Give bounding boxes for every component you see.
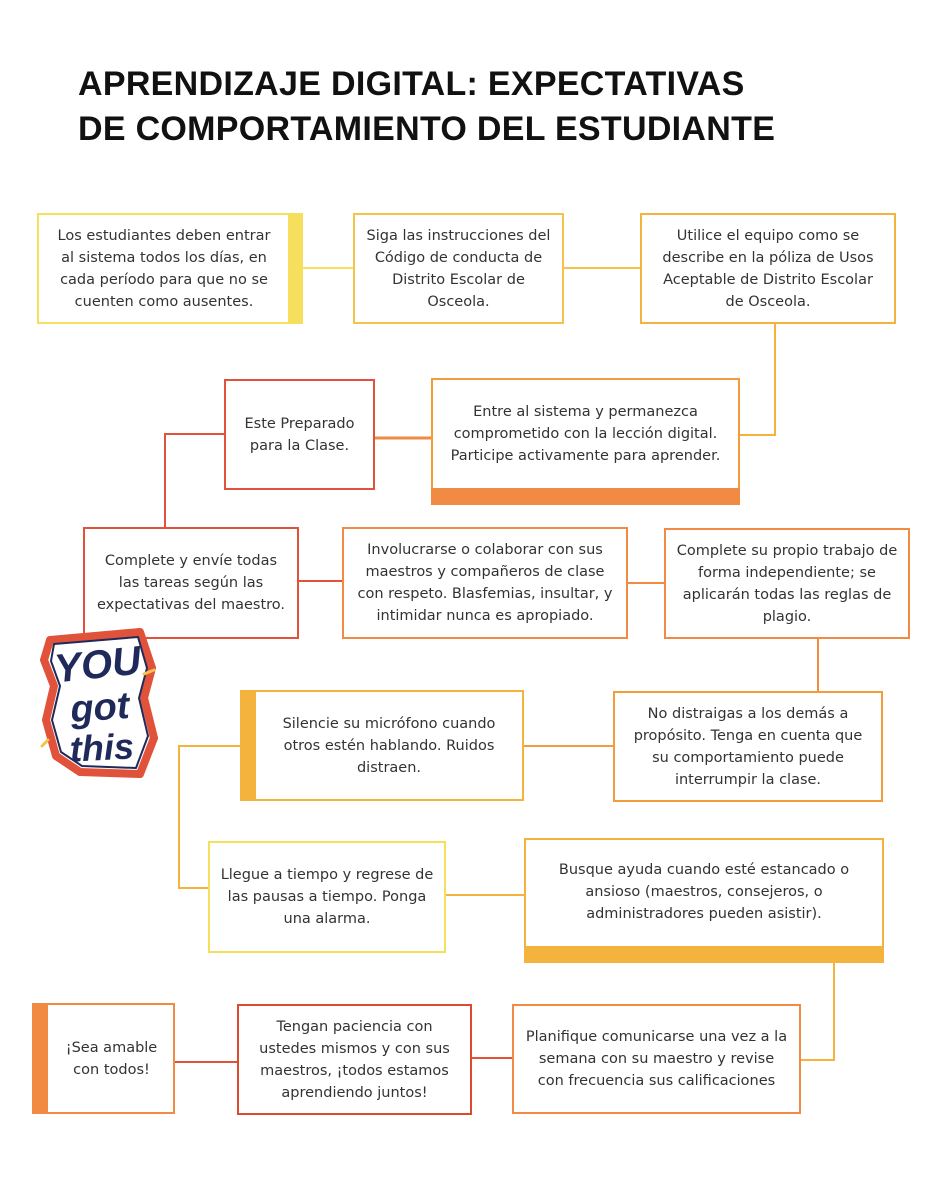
title-line-1: APRENDIZAJE DIGITAL: EXPECTATIVAS (78, 65, 745, 103)
sticker-spark-2 (42, 740, 48, 746)
box-be-prepared: Este Preparado para la Clase. (224, 379, 375, 490)
connector-3-4 (739, 323, 775, 435)
box-daily-login: Los estudiantes deben entrar al sistema todos los días, en cada período para que no se cuenten como ausentes. (37, 213, 303, 324)
box-mute-microphone-accent-bar (240, 690, 256, 801)
box-independent-work: Complete su propio trabajo de forma independiente; se aplicarán todas las reglas de plagio. (664, 528, 910, 639)
connector-5-6 (165, 434, 225, 528)
box-collaborate-respectfully: Involucrarse o colaborar con sus maestros y compañeros de clase con respeto. Blasfemias, insultar, y intimidar nunca es apropiado. (342, 527, 628, 639)
box-be-kind: ¡Sea amable con todos! (32, 1003, 175, 1114)
sticker-word-got: got (68, 684, 131, 732)
sticker-word-this: this (68, 725, 135, 770)
box-stay-engaged: Entre al sistema y permanezca comprometido con la lección digital. Participe activamente para aprender. (431, 378, 740, 505)
box-daily-login-accent-bar (288, 213, 303, 324)
box-complete-assignments: Complete y envíe todas las tareas según las expectativas del maestro. (83, 527, 299, 639)
box-mute-microphone: Silencie su micrófono cuando otros estén hablando. Ruidos distraen. (240, 690, 524, 801)
box-no-distractions: No distraigas a los demás a propósito. Tenga en cuenta que su comportamiento puede interrumpir la clase. (613, 691, 883, 802)
box-seek-help: Busque ayuda cuando esté estancado o ansioso (maestros, consejeros, o administradores pueden asistir). (524, 838, 884, 963)
title-line-2: DE COMPORTAMIENTO DEL ESTUDIANTE (78, 110, 776, 148)
box-code-of-conduct: Siga las instrucciones del Código de conducta de Distrito Escolar de Osceola. (353, 213, 564, 324)
you-got-this-sticker (40, 628, 160, 778)
box-seek-help-accent-bar (524, 946, 884, 963)
sticker-word-you: YOU (52, 638, 144, 692)
box-weekly-contact: Planifique comunicarse una vez a la semana con su maestro y revise con frecuencia sus calificaciones (512, 1004, 801, 1114)
box-stay-engaged-accent-bar (431, 488, 740, 505)
box-be-on-time: Llegue a tiempo y regrese de las pausas a tiempo. Ponga una alarma. (208, 841, 446, 953)
connector-12-13 (800, 962, 834, 1060)
box-acceptable-use: Utilice el equipo como se describe en la póliza de Usos Aceptable de Distrito Escolar de Osceola. (640, 213, 896, 324)
box-be-kind-accent-bar (32, 1003, 48, 1114)
box-be-patient: Tengan paciencia con ustedes mismos y con sus maestros, ¡todos estamos aprendiendo juntos! (237, 1004, 472, 1115)
